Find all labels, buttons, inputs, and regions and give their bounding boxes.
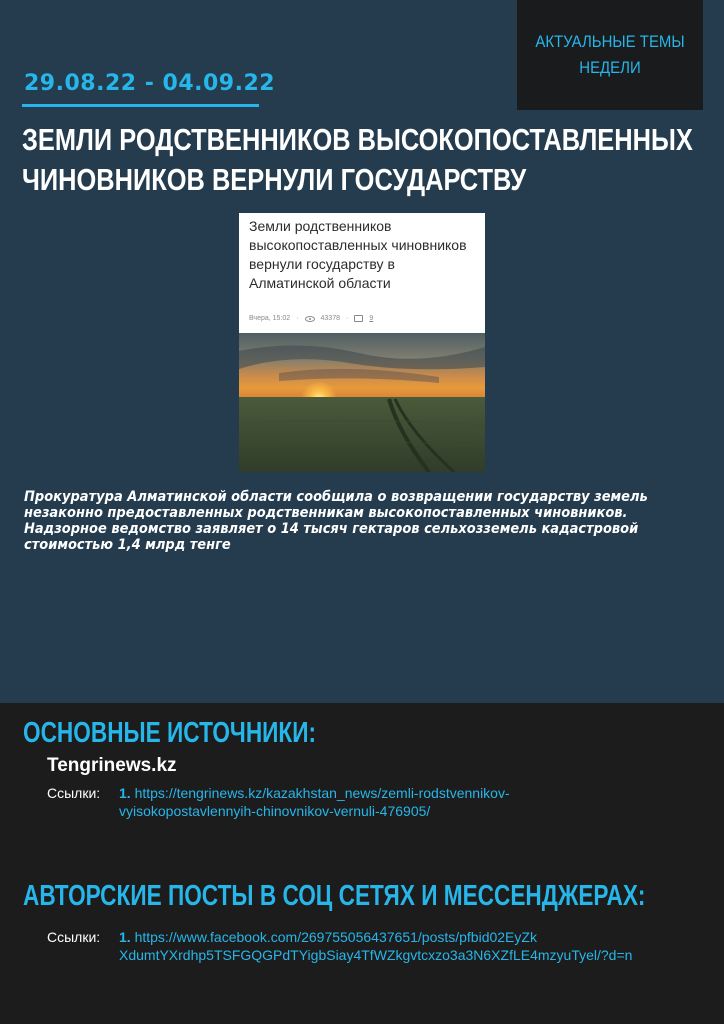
social-link-line-1[interactable]: https://www.facebook.com/269755056437651/posts/pfbid02EyZk (134, 929, 537, 945)
social-link-1[interactable] (119, 928, 719, 964)
lead-paragraph: Прокуратура Алматинской области сообщила о возвращении государству земель незаконно предоставленных родственникам высокопоставленных чиновников. Надзорное ведомство заявляет о 14 тысяч гектаров сельхозземель кадастровой стоимостью 1,4 млрд тенге (24, 489, 648, 553)
headline-line-2: ЧИНОВНИКОВ ВЕРНУЛИ ГОСУДАРСТВУ (22, 162, 527, 197)
source-link-number: 1. (119, 785, 131, 801)
source-link-line-1[interactable]: https://tengrinews.kz/kazakhstan_news/zemli-rodstvennikov- (134, 785, 510, 801)
social-link-line-2[interactable]: XdumtYXrdhp5TSFGQGPdTYigbSiay4TfWZkgvtcxzo3a3N6XZfLE4mzyuTyel/?d=n (119, 947, 633, 963)
comment-icon (354, 315, 363, 322)
source-link-1[interactable] (119, 784, 719, 820)
news-card-comments: 9 (369, 315, 374, 322)
social-link-number: 1. (119, 929, 131, 945)
eye-icon (305, 316, 315, 322)
date-underline (22, 104, 259, 107)
sources-title: ОСНОВНЫЕ ИСТОЧНИКИ: (23, 717, 317, 749)
date-range: 29.08.22 - 04.09.22 (24, 71, 276, 96)
news-card-views: 43378 (320, 315, 340, 322)
news-card-time: Вчера, 15:02 (249, 315, 291, 322)
social-links-label: Ссылки: (47, 929, 101, 945)
headline-line-1: ЗЕМЛИ РОДСТВЕННИКОВ ВЫСОКОПОСТАВЛЕННЫХ (22, 122, 693, 157)
source-name: Tengrinews.kz (47, 755, 177, 776)
news-screenshot (239, 213, 485, 472)
topic-badge (517, 0, 703, 110)
news-card-title: Земли родственников высокопоставленных чиновников вернули государству в Алматинской области (249, 218, 467, 291)
social-title: АВТОРСКИЕ ПОСТЫ В СОЦ СЕТЯХ И МЕССЕНДЖЕРАХ: (23, 880, 646, 912)
news-card-meta: Вчера, 15:02 · 43378 · 9 (249, 315, 374, 322)
headline (22, 120, 693, 200)
sunset-field-photo (239, 333, 485, 472)
source-link-line-2[interactable]: vyisokopostavlennyih-chinovnikov-vernuli-476905/ (119, 803, 431, 819)
sources-links-label: Ссылки: (47, 785, 101, 801)
badge-text: АКТУАЛЬНЫЕ ТЕМЫ НЕДЕЛИ (535, 32, 685, 77)
